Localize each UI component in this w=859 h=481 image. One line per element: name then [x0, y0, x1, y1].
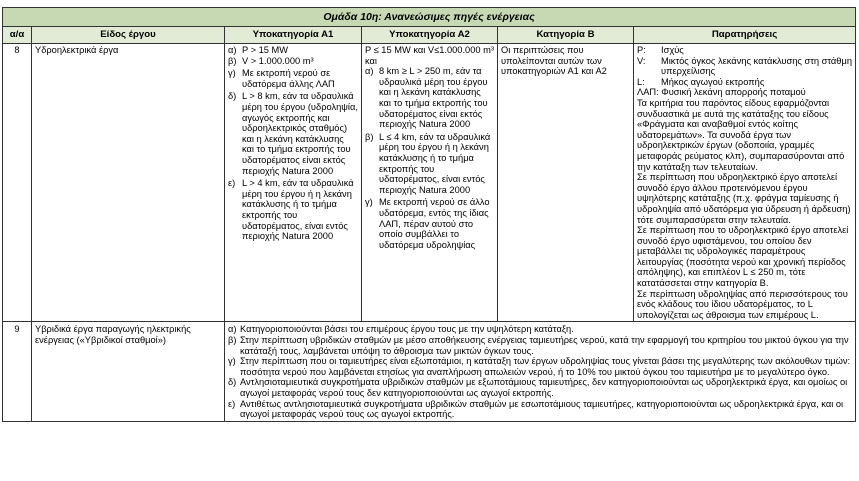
group-title: Ομάδα 10η: Ανανεώσιμες πηγές ενέργειας	[3, 8, 856, 27]
group-title-row	[3, 8, 856, 27]
table-wrapper	[2, 7, 855, 422]
subcategory-a2-cell	[362, 44, 498, 322]
criterion-item: α) 8 km ≥ L > 250 m, εάν τα υδραυλικά μέρη του έργου και η λεκάνη κατάκλυσης και το τμήμα εκτροπής του υδατορέματος είναι εκτός περιοχής Natura 2000	[365, 66, 488, 130]
header-subcategory-a1: Υποκατηγορία Α1	[225, 27, 362, 44]
rule-item: β) Στην περίπτωση υβριδικών σταθμών με μέσο αποθήκευσης ενέργειας ταμιευτήρες νερού, κατά την εφαρμογή του κριτηρίου του μικτού όγκου για την κατάταξή τους, λαμβάνεται υπόψη το άθροισμα των μικτών όγκων τους.	[228, 335, 849, 356]
subcategory-a1-cell	[225, 44, 362, 322]
remark-paragraph: Σε περίπτωση που το υδροηλεκτρικό έργο αποτελεί συνοδό έργο υφιστάμενου, του οποίου δεν μεταβάλλει τις υδρολογικές παραμέτρους λειτουργίας (ποσότητα νερού και χρονική περίοδος απόληψης), και επιπλέον L ≤ 250 m, τότε κατατάσσεται στην κατηγορία Β.	[637, 225, 849, 289]
criterion-item: δ) L > 8 km, εάν τα υδραυλικά μέρη του έργου (υδροληψία, αγωγός εκτροπής και υδροηλεκτρικός σταθμός) και η λεκάνη κατάκλυσης και το τμήμα εκτροπής του υδατορέματος είναι εκτός περιοχής Natura 2000	[228, 91, 358, 176]
header-aa: α/α	[3, 27, 32, 44]
row-number: 9	[3, 322, 32, 421]
remark-paragraph: Σε περίπτωση υδροληψίας από περισσότερους του ενός κλάδους του ίδιου υδατορέματος, το L υπολογίζεται ως άθροισμα των επιμέρους L.	[637, 288, 848, 320]
a2-and: και	[365, 55, 377, 66]
legend-item: V: Μικτός όγκος λεκάνης κατάκλυσης στη στάθμη υπερχείλισης	[637, 55, 853, 77]
criterion-item: β) L ≤ 4 km, εάν τα υδραυλικά μέρη του έργου ή η λεκάνη κατάκλυσης ή το τμήμα εκτροπής του υδατορέματος, είναι εντός περιοχής Natura 2000	[365, 131, 491, 195]
remark-paragraph: Σε περίπτωση που υδροηλεκτρικό έργο αποτελεί συνοδό έργο άλλου προτεινόμενου έργου υψηλότερης κατάταξης (π.χ. φράγμα ταμίευσης ή υδροληψία από υδατόρεμα για ύδρευση ή άρδευση) τότε συμπαρασύρεται στην τελευταία.	[637, 172, 851, 225]
header-project-type: Είδος έργου	[32, 27, 225, 44]
header-subcategory-a2: Υποκατηγορία Α2	[362, 27, 498, 44]
legend-item: L: Μήκος αγωγού εκτροπής	[637, 76, 765, 87]
rule-item: δ) Αντλησιοταμιευτικά συγκροτήματα υβριδικών σταθμών με εξωποτάμιους ταμιευτήρες, δεν κατηγοριοποιούνται ως υδροηλεκτρικά έργα, και ομοίως οι αγωγοί μεταφοράς νερού τους δεν κατηγοριοποιούνται ως αγωγοί εκτροπής.	[228, 377, 848, 398]
a2-intro: P ≤ 15 MW και V≤1.000.000 m³	[365, 45, 494, 55]
table-row	[3, 322, 856, 421]
remarks-cell	[634, 44, 856, 322]
hybrid-rules-cell	[225, 322, 856, 421]
classification-table	[2, 7, 856, 422]
row-number: 8	[3, 44, 32, 322]
project-type: Υβριδικά έργα παραγωγής ηλεκτρικής ενέργειας («Υβριδικοί σταθμοί»)	[32, 322, 225, 421]
criterion-item: γ) Με εκτροπή νερού σε υδατόρεμα άλλης ΛΑΠ	[228, 68, 335, 89]
rule-item: α) Κατηγοριοποιούνται βάσει του επιμέρους έργου τους με την υψηλότερη κατάταξη.	[228, 324, 574, 335]
category-b-cell: Οι περιπτώσεις που υπολείπονται αυτών των υποκατηγοριών Α1 και Α2	[498, 44, 634, 322]
criterion-item: α) P > 15 MW	[228, 45, 289, 55]
header-category-b: Κατηγορία Β	[498, 27, 634, 44]
header-row	[3, 27, 856, 44]
criterion-item: ε) L > 4 km, εάν τα υδραυλικά μέρη του έργου ή η λεκάνη κατάκλυσης ή το τμήμα εκτροπής του υδατορέματος, είναι εντός περιοχής Natura 2000	[228, 178, 354, 242]
rule-item: γ) Στην περίπτωση που οι ταμιευτήρες είναι εξωποτάμιοι, η κατάταξη των έργων υδροληψίας τους γίνεται βάσει της μεγαλύτερης των ακόλουθων τιμών: ποσότητα νερού που λαμβάνεται ετησίως για αναπλήρωση απωλειών νερού, ή το 10% του μικτού όγκου του ταμιευτήρα με το μεγαλύτερο όγκο.	[228, 356, 851, 377]
criterion-item: β) V > 1.000.000 m³	[228, 55, 314, 66]
header-remarks: Παρατηρήσεις	[634, 27, 856, 44]
table-row	[3, 44, 856, 322]
project-type: Υδροηλεκτρικά έργα	[32, 44, 225, 322]
lap-definition: ΛΑΠ: Φυσική λεκάνη απορροής ποταμού	[637, 87, 806, 98]
remark-paragraph: Τα κριτήρια του παρόντος είδους εφαρμόζονται συνδυαστικά με αυτά της κατάταξης του είδους «Φράγματα και αναβαθμοί εντός κοίτης υδατορεμάτων». Τα συνοδά έργα των υδροηλεκτρικών έργων (οδοποιία, γραμμές μεταφοράς ρεύματος κλπ), συμπαρασύρονται από την κατάταξη των τελευταίων.	[637, 97, 845, 172]
rule-item: ε) Αντιθέτως αντλησιοταμιευτικά συγκροτήματα υβριδικών σταθμών με εσωποτάμιους ταμιευτήρες, κατηγοριοποιούνται ως υδροηλεκτρικά έργα, και οι αγωγοί μεταφοράς νερού τους ως αγωγοί εκτροπής.	[228, 398, 844, 420]
legend-item: P: Ισχύς	[637, 45, 684, 55]
criterion-item: γ) Με εκτροπή νερού σε άλλο υδατόρεμα, εντός της ίδιας ΛΑΠ, πέραν αυτού στο οποίο συμβάλλει το υδατόρεμα υδροληψίας	[365, 197, 490, 250]
